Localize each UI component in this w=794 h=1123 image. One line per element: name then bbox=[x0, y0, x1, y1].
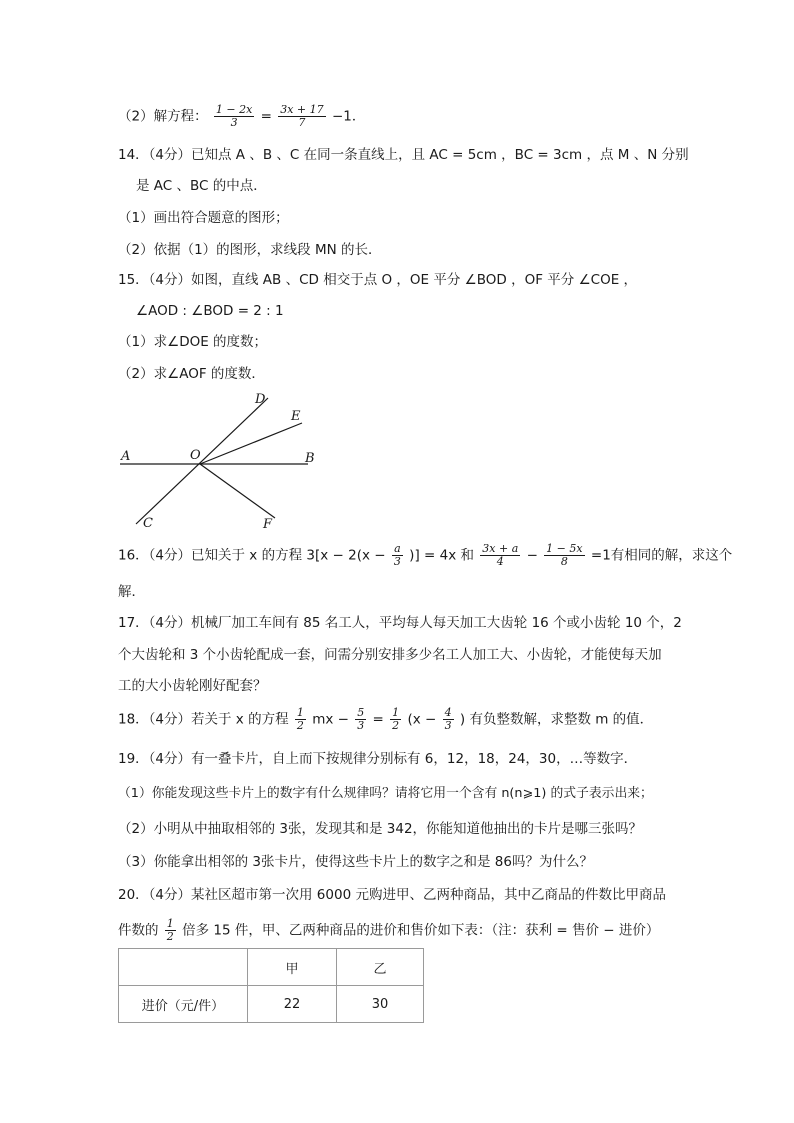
q17-line1: 17．（4分）机械厂加工车间有 85 名工人，平均每人每天加工大齿轮 16 个或小齿轮 10 个，2 bbox=[118, 615, 682, 631]
q16-stem: 16．（4分）已知关于 x 的方程 3[x − 2(x − $\frac{a}{3}$ )] = 4x 和 $\frac{3x + a}{4}$ − $\frac{1 - 5x}{8}$ =1有相同的解，求这个 bbox=[118, 542, 733, 568]
q16-f1-fraction: $\frac{3x + a}{4}$ bbox=[482, 542, 519, 568]
q15-part2: （2）求∠AOF 的度数． bbox=[118, 366, 265, 382]
ray-oe bbox=[200, 423, 302, 464]
q13-part2: （2）解方程： $\frac{1 - 2x}{3}$ = $\frac{3x + 17}{7}$ −1． bbox=[118, 103, 366, 129]
q15-figure bbox=[0, 385, 794, 535]
q20-line1: 20．（4分）某社区超市第一次用 6000 元购进甲、乙两种商品，其中乙商品的件数比甲商品 bbox=[118, 887, 666, 903]
q15-stem: 15．（4分）如图，直线 AB 、CD 相交于点 O ，OE 平分 ∠BOD ，OF 平分 ∠COE ， bbox=[118, 272, 638, 288]
q15-ratio: ∠AOD : ∠BOD = 2 : 1 bbox=[136, 303, 284, 319]
q17-line2: 个大齿轮和 3 个小齿轮配成一套，问需分别安排多少名工人加工大、小齿轮，才能使每天加 bbox=[118, 647, 662, 663]
q16-a-fraction: $\frac{a}{3}$ bbox=[393, 542, 401, 568]
q19-part1: （1）你能发现这些卡片上的数字有什么规律吗？请将它用一个含有 n(n⩾1) 的式子表示出来； bbox=[118, 786, 653, 801]
price-table bbox=[118, 948, 424, 1023]
line-cd bbox=[136, 398, 268, 524]
q18-stem: 18．（4分）若关于 x 的方程 $\frac{1}{2}$ mx − $\frac{5}{3}$ = $\frac{1}{2}$ (x − $\frac{4}{3}$ ) 有负整数解，求整数 m 的值． bbox=[118, 706, 654, 732]
table-header-row bbox=[119, 949, 424, 986]
q19-part2: （2）小明从中抽取相邻的 3张，发现其和是 342，你能知道他抽出的卡片是哪三张吗？ bbox=[118, 821, 643, 837]
table-header-cell: 甲 bbox=[248, 949, 337, 986]
q17-line3: 工的大小齿轮刚好配套？ bbox=[118, 678, 267, 694]
table-header-cell: 乙 bbox=[337, 949, 424, 986]
label-f: F bbox=[263, 517, 273, 532]
table-cell: 进价（元/件） bbox=[119, 986, 248, 1023]
q19-part3: （3）你能拿出相邻的 3张卡片，使得这些卡片上的数字之和是 86吗？为什么？ bbox=[118, 854, 593, 870]
q13-lhs-fraction: $\frac{1 - 2x}{3}$ bbox=[215, 103, 253, 129]
table-cell: 22 bbox=[248, 986, 337, 1023]
q14-stem-cont: 是 AC 、BC 的中点． bbox=[136, 178, 267, 194]
label-a: A bbox=[121, 449, 131, 464]
label-c: C bbox=[143, 516, 153, 531]
q20-half-fraction: $\frac{1}{2}$ bbox=[166, 917, 174, 943]
q16-stem-cont: 解． bbox=[118, 584, 145, 600]
table-row bbox=[119, 986, 424, 1023]
table-cell: 30 bbox=[337, 986, 424, 1023]
q15-part1: （1）求∠DOE 的度数； bbox=[118, 334, 268, 350]
q14-part1: （1）画出符合题意的图形； bbox=[118, 210, 289, 226]
label-e: E bbox=[291, 409, 301, 424]
q13-part2-label: （2）解方程： bbox=[118, 108, 208, 125]
q14-part2: （2）依据（1）的图形，求线段 MN 的长． bbox=[118, 242, 382, 258]
q13-rhs-fraction: $\frac{3x + 17}{7}$ bbox=[280, 103, 324, 129]
q19-stem: 19．（4分）有一叠卡片，自上而下按规律分别标有 6，12，18，24，30，…等数字． bbox=[118, 751, 638, 767]
q16-f2-fraction: $\frac{1 - 5x}{8}$ bbox=[546, 542, 583, 568]
q20-line2: 件数的 $\frac{1}{2}$ 倍多 15 件，甲、乙两种商品的进价和售价如下表：（注：获利 = 售价 − 进价） bbox=[118, 917, 660, 943]
label-o: O bbox=[190, 448, 201, 463]
q14-stem: 14．（4分）已知点 A 、B 、C 在同一条直线上，且 AC = 5cm ，BC = 3cm ，点 M 、N 分别 bbox=[118, 147, 689, 163]
ray-of bbox=[200, 464, 275, 518]
table-header-cell bbox=[119, 949, 248, 986]
label-b: B bbox=[305, 451, 315, 466]
label-d: D bbox=[255, 392, 266, 407]
